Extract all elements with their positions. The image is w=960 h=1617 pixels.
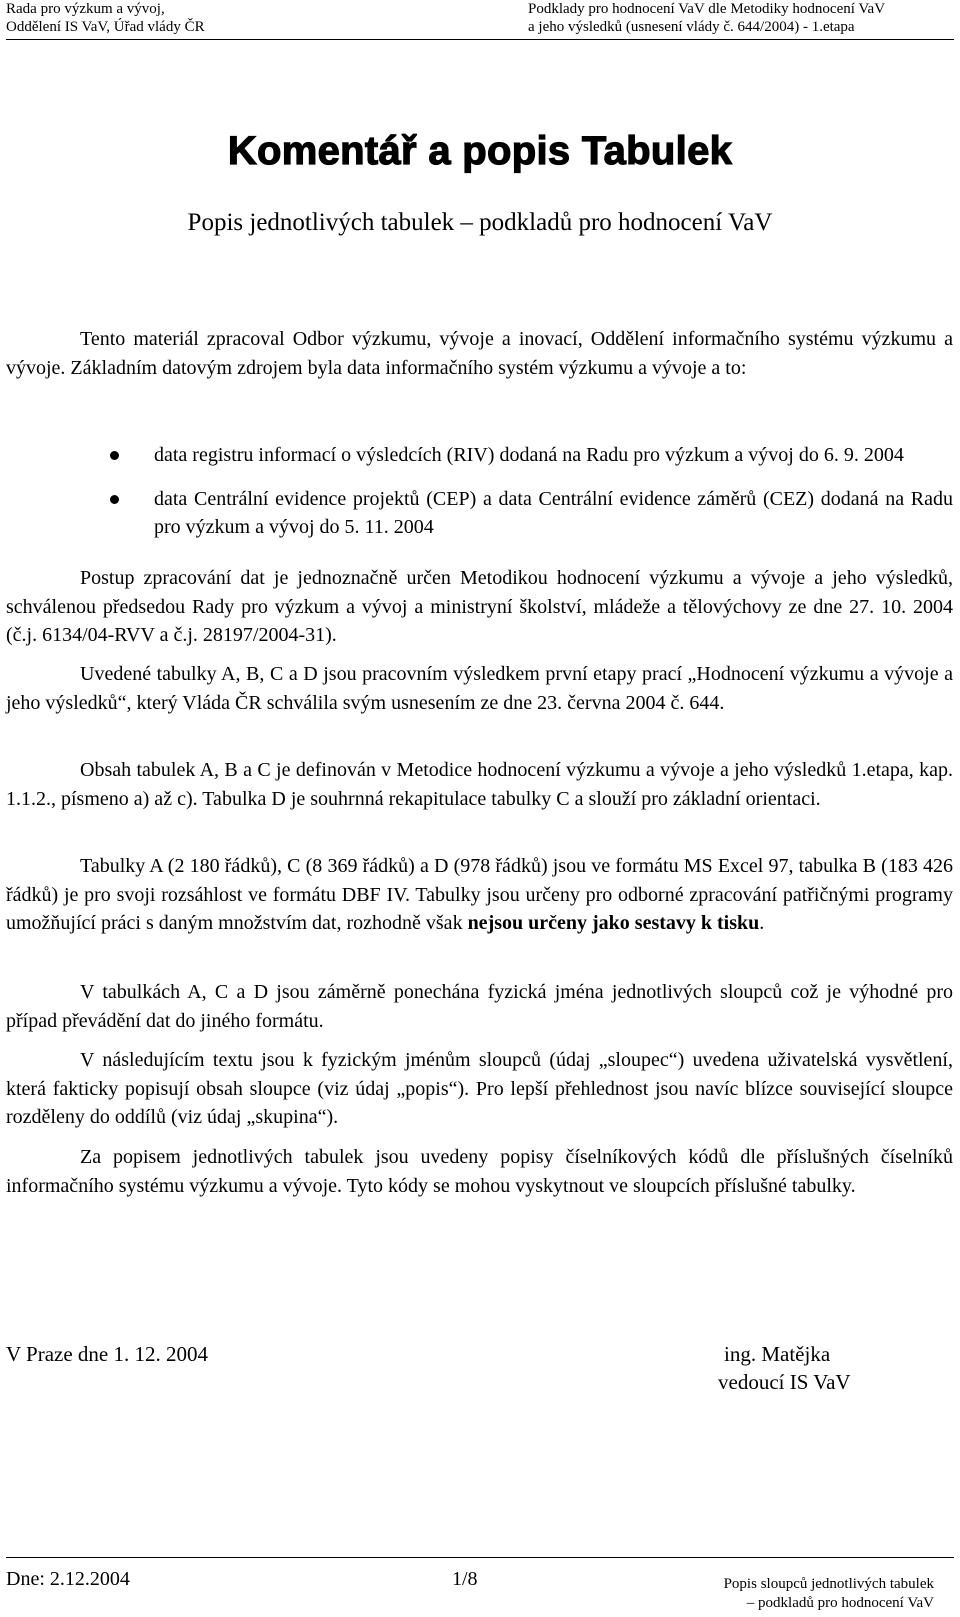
footer-right-line2: – podkladů pro hodnocení VaV bbox=[746, 1595, 934, 1611]
footer-right-line1: Popis sloupců jednotlivých tabulek bbox=[723, 1576, 934, 1592]
list-item bbox=[110, 485, 953, 542]
paragraph-tables-format bbox=[6, 852, 953, 938]
header-left-line1: Rada pro výzkum a vývoj, bbox=[6, 1, 165, 17]
list-item-text: data registru informací o výsledcích (RIV) dodaná na Radu pro výzkum a vývoj do 6. 9. 2004 bbox=[154, 444, 904, 466]
header-divider bbox=[6, 39, 954, 40]
header-left-line2: Oddělení IS VaV, Úřad vlády ČR bbox=[6, 19, 205, 35]
header-left bbox=[6, 0, 205, 36]
header-right-line2: a jeho výsledků (usnesení vlády č. 644/2004) - 1.etapa bbox=[528, 19, 855, 35]
paragraph-tables-purpose: Uvedené tabulky A, B, C a D jsou pracovním výsledkem první etapy prací „Hodnocení výzkumu a vývoje a jeho výsledků“, který Vláda ČR schválila svým usnesením ze dne 23. června 2004 č. 644. bbox=[6, 663, 953, 714]
emphasis-text: nejsou určeny jako sestavy k tisku bbox=[467, 912, 760, 934]
paragraph-text: Tabulky A (2 180 řádků), C (8 369 řádků) a D (978 řádků) jsou ve formátu MS Excel 97, tabulka B (183 426 řádků) je pro svoji rozsáhlost ve formátu DBF IV. Tabulky jsou určeny pro odborné zpracování patřičnými programy umožňující práci s daným množstvím dat, rozhodně však bbox=[6, 855, 953, 934]
document-subtitle: Popis jednotlivých tabulek – podkladů pro hodnocení VaV bbox=[187, 209, 773, 236]
footer-right bbox=[724, 1575, 934, 1613]
paragraph-text: . bbox=[759, 912, 765, 934]
signatory-name: ing. Matějka bbox=[724, 1342, 831, 1366]
bullet-icon bbox=[110, 451, 119, 460]
paragraph-methodology: Postup zpracování dat je jednoznačně určen Metodikou hodnocení výzkumu a vývoje a jeho výsledků, schválenou předsedou Rady pro výzkum a vývoj a ministryní školství, mládeže a tělovýchovy ze dne 27. 10. 2004 (č.j. 6134/04-RVV a č.j. 28197/2004-31). bbox=[6, 567, 953, 646]
source-list bbox=[110, 441, 953, 557]
list-item bbox=[110, 441, 953, 470]
document-title: Komentář a popis Tabulek bbox=[227, 129, 733, 173]
signatory-role: vedoucí IS VaV bbox=[718, 1370, 851, 1394]
list-item-text: data Centrální evidence projektů (CEP) a data Centrální evidence záměrů (CEZ) dodaná na Radu pro výzkum a vývoj do 5. 11. 2004 bbox=[154, 487, 953, 538]
place-date: V Praze dne 1. 12. 2004 bbox=[6, 1342, 208, 1366]
header-right bbox=[528, 0, 885, 36]
paragraph-column-descriptions: V následujícím textu jsou k fyzickým jménům sloupců (údaj „sloupec“) uvedena uživatelská vysvětlení, která fakticky popisují obsah sloupce (viz údaj „popis“). Pro lepší přehlednost jsou navíc blízce související sloupce rozděleny do oddílů (viz údaj „skupina“). bbox=[6, 1049, 953, 1128]
paragraph-code-lists: Za popisem jednotlivých tabulek jsou uvedeny popisy číselníkových kódů dle příslušných číselníků informačního systému výzkumu a vývoje. Tyto kódy se mohou vyskytnout ve sloupcích příslušné tabulky. bbox=[6, 1146, 953, 1197]
footer-date: Dne: 2.12.2004 bbox=[6, 1568, 130, 1590]
paragraph-tables-content: Obsah tabulek A, B a C je definován v Metodice hodnocení výzkumu a vývoje a jeho výsledků 1.etapa, kap. 1.1.2., písmeno a) až c). Tabulka D je souhrnná rekapitulace tabulky C a slouží pro základní orientaci. bbox=[6, 759, 953, 810]
intro-paragraph: Tento materiál zpracoval Odbor výzkumu, vývoje a inovací, Oddělení informačního systému výzkumu a vývoje. Základním datovým zdrojem byla data informačního systém výzkumu a vývoje a to: bbox=[6, 328, 953, 379]
bullet-icon bbox=[110, 495, 119, 504]
paragraph-column-names: V tabulkách A, C a D jsou záměrně ponechána fyzická jména jednotlivých sloupců což je výhodné pro případ převádění dat do jiného formátu. bbox=[6, 981, 953, 1032]
page-number: 1/8 bbox=[452, 1568, 478, 1590]
header-right-line1: Podklady pro hodnocení VaV dle Metodiky hodnocení VaV bbox=[528, 1, 886, 17]
footer-divider bbox=[6, 1557, 954, 1558]
